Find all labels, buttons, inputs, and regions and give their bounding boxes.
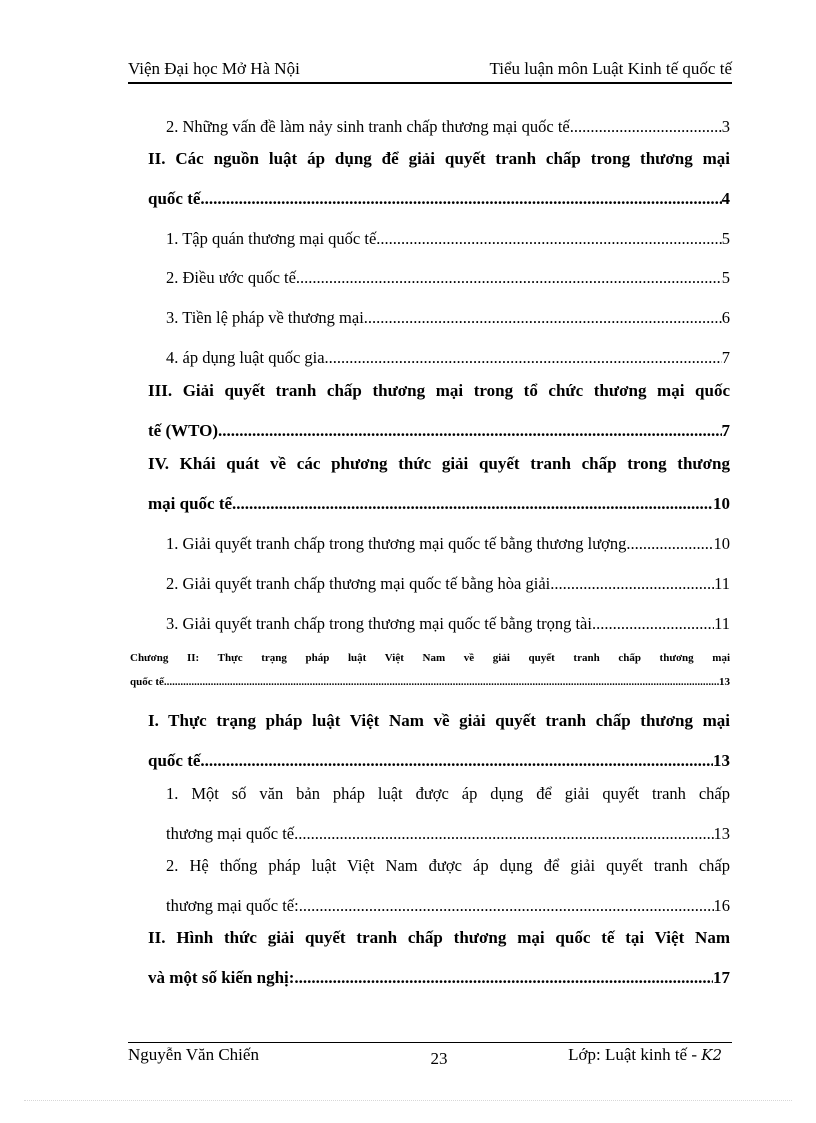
page-bottom-edge	[24, 1100, 792, 1101]
toc-entry-text: III. Giải quyết tranh chấp thương mại trong tổ chức thương mại quốc	[148, 381, 730, 400]
toc-leader	[200, 744, 713, 777]
toc-page-number: 4	[721, 189, 730, 208]
toc-entry[interactable]	[166, 856, 730, 922]
toc-entry-text-cont: thương mại quốc tế	[166, 824, 295, 843]
toc-entry-text-cont: tế (WTO)	[148, 421, 219, 440]
toc-entry[interactable]	[166, 222, 730, 255]
toc-leader	[294, 961, 713, 994]
toc-leader	[200, 182, 721, 215]
toc-entry[interactable]	[148, 454, 730, 520]
toc-page-number: 6	[721, 308, 730, 327]
toc-leader	[596, 607, 714, 640]
toc-entry-text: 2. Điều ước quốc tế	[166, 268, 296, 287]
toc-entry-text: 1. Giải quyết tranh chấp trong thương mại quốc tế bằng thương lượng.	[166, 534, 631, 553]
toc-entry-text-cont: quốc tế	[148, 189, 201, 208]
toc-page-number: 16	[713, 896, 730, 915]
footer-page-number: 23	[430, 1049, 448, 1068]
toc-entry-text: 4. áp dụng luật quốc gia	[166, 348, 325, 367]
toc-entry-text: 2. Những vấn đề làm nảy sinh tranh chấp thương mại quốc tế	[166, 117, 570, 136]
toc-entry[interactable]	[166, 110, 730, 143]
toc-entry-text-cont: quốc tế	[148, 751, 201, 770]
toc-entry[interactable]	[166, 261, 730, 294]
toc-page-number: 13	[719, 676, 730, 688]
toc-entry-text: 2. Giải quyết tranh chấp thương mại quốc tế bằng hòa giải.	[166, 574, 555, 593]
toc-entry-text-cont: thương mại quốc tế:	[166, 896, 299, 915]
toc-entry[interactable]	[166, 341, 730, 374]
toc-leader	[364, 301, 722, 334]
toc-leader	[296, 261, 722, 294]
toc-entry-text: II. Các nguồn luật áp dụng để giải quyết tranh chấp trong thương mại	[148, 149, 730, 168]
footer-class-code: K2	[701, 1046, 722, 1064]
toc-entry-text: 1. Một số văn bản pháp luật được áp dụng để giải quyết tranh chấp	[166, 784, 730, 803]
toc-entry-text: 2. Hệ thống pháp luật Việt Nam được áp dụng để giải quyết tranh chấp	[166, 856, 730, 875]
toc-leader	[236, 487, 713, 520]
toc-entry[interactable]	[166, 784, 730, 850]
toc-entry-chapter[interactable]	[130, 652, 730, 692]
toc-entry-text: 1. Tập quán thương mại quốc tế	[166, 229, 377, 248]
toc-entry[interactable]	[148, 928, 730, 994]
toc-leader	[294, 817, 713, 850]
toc-page-number: 7	[721, 348, 730, 367]
toc-entry-text: 3. Giải quyết tranh chấp trong thương mại quốc tế bằng trọng tài.	[166, 614, 597, 633]
footer-class	[568, 1045, 722, 1065]
toc-entry-text: I. Thực trạng pháp luật Việt Nam về giải quyết tranh chấp thương mại	[148, 711, 730, 730]
toc-leader	[164, 672, 719, 692]
toc-page-number: 17	[713, 968, 730, 987]
toc-page-number: 10	[713, 494, 730, 513]
toc-entry-text: II. Hình thức giải quyết tranh chấp thương mại quốc tế tại Việt Nam	[148, 928, 730, 947]
toc-entry-text: 3. Tiền lệ pháp về thương mại	[166, 308, 364, 327]
toc-entry-text-cont: và một số kiến nghị:	[148, 968, 295, 987]
page-footer	[128, 1042, 732, 1073]
toc-entry-text: Chương II: Thực trạng pháp luật Việt Nam về giải quyết tranh chấp thương mại	[130, 652, 730, 664]
toc-entry[interactable]	[148, 711, 730, 777]
toc-entry-text: IV. Khái quát về các phương thức giải quyết tranh chấp trong thương	[148, 454, 730, 473]
toc-leader	[299, 889, 714, 922]
toc-page-number: 5	[721, 268, 730, 287]
footer-class-label: Lớp: Luật kinh tế -	[568, 1045, 702, 1064]
page-header	[128, 58, 732, 84]
toc-page-number: 11	[714, 574, 730, 593]
toc-entry[interactable]	[166, 527, 730, 560]
toc-page-number: 11	[714, 614, 730, 633]
toc-entry-text-cont: quốc tế	[130, 676, 164, 688]
toc-entry[interactable]	[148, 381, 730, 447]
toc-entry[interactable]	[166, 607, 730, 640]
toc-leader	[554, 567, 714, 600]
toc-leader	[376, 222, 721, 255]
toc-page-number: 10	[713, 534, 730, 553]
toc-page-number: 13	[713, 824, 730, 843]
toc-entry[interactable]	[148, 149, 730, 215]
toc-entry-text-cont: mại quốc tế.	[148, 494, 237, 513]
footer-author: Nguyễn Văn Chiến	[128, 1045, 259, 1064]
toc-page-number: 3	[721, 117, 730, 136]
toc-leader	[570, 110, 722, 143]
toc-page-number: 13	[713, 751, 730, 770]
header-institution: Viện Đại học Mở Hà Nội	[128, 59, 300, 78]
toc-leader	[325, 341, 722, 374]
toc-entry[interactable]	[166, 301, 730, 334]
header-title: Tiểu luận môn Luật Kinh tế quốc tế	[489, 59, 732, 78]
toc-page-number: 5	[721, 229, 730, 248]
toc-entry[interactable]	[166, 567, 730, 600]
toc-leader	[631, 527, 714, 560]
toc-leader	[218, 414, 721, 447]
toc-page-number: 7	[721, 421, 730, 440]
